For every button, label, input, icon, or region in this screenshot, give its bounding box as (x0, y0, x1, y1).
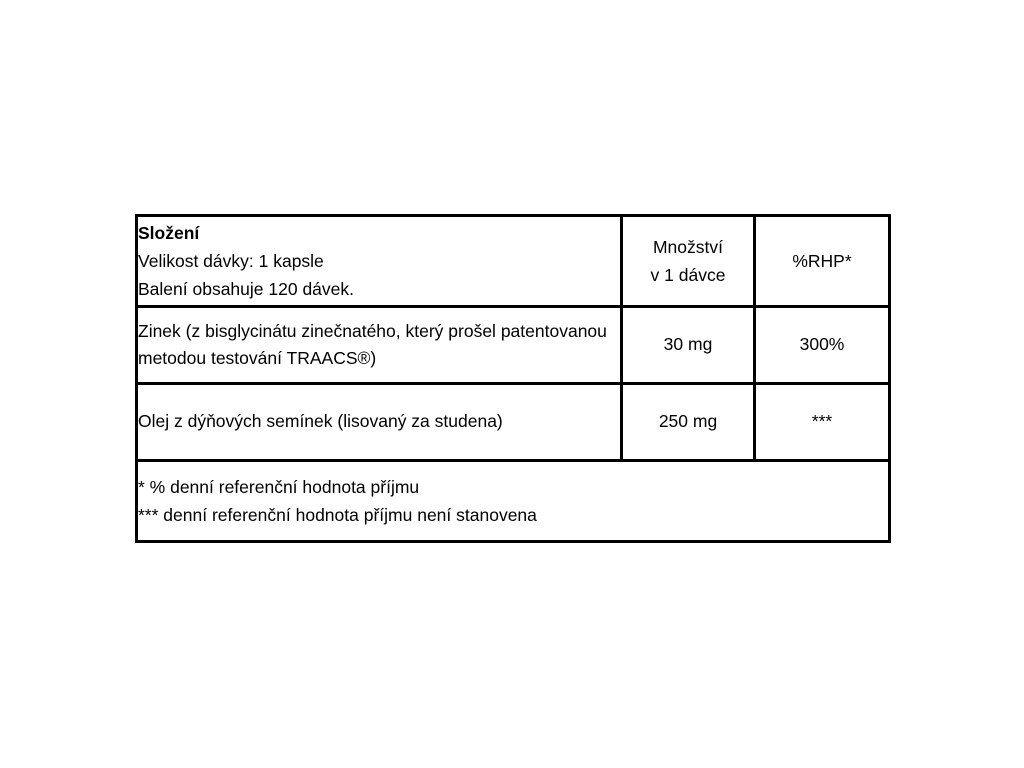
ingredient-amount-cell: 250 mg (622, 384, 755, 461)
ingredient-name-cell (137, 384, 622, 461)
header-cell-amount (622, 216, 755, 307)
ingredient-name-line2: patentovanou metodou testování TRAACS®) (138, 320, 607, 368)
composition-title: Složení (138, 223, 200, 243)
footnote-1: * % denní referenční hodnota příjmu (138, 477, 420, 497)
ingredient-rhp-cell: *** (755, 384, 890, 461)
amount-label-line2: v 1 dávce (650, 265, 726, 285)
ingredient-name-line1: Zinek (z bisglycinátu zinečnatého, který prošel (138, 320, 496, 341)
ingredient-amount-cell: 30 mg (622, 307, 755, 384)
table-row (137, 384, 890, 461)
ingredient-name-line1: Olej z dýňových semínek (lisovaný za studena) (138, 411, 503, 432)
servings-per-container-text: Balení obsahuje 120 dávek. (138, 279, 354, 299)
rhp-label: %RHP* (792, 251, 852, 271)
header-cell-rhp (755, 216, 890, 307)
amount-label-line1: Množství (652, 237, 724, 257)
footnote-2: *** denní referenční hodnota příjmu není stanovena (138, 505, 537, 525)
serving-size-text: Velikost dávky: 1 kapsle (138, 251, 324, 271)
ingredient-name-cell (137, 307, 622, 384)
supplement-facts-table (135, 214, 891, 543)
table-row (137, 307, 890, 384)
header-cell-composition (137, 216, 622, 307)
footnotes-cell (137, 461, 890, 542)
ingredient-rhp-cell: 300% (755, 307, 890, 384)
table-header-row (137, 216, 890, 307)
table-footnotes-row (137, 461, 890, 542)
